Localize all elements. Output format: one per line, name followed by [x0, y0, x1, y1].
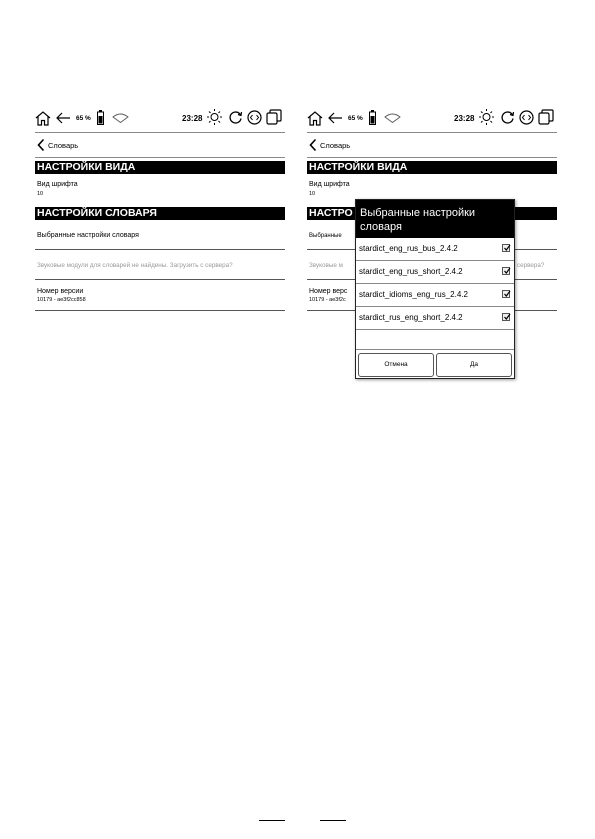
- dict-option[interactable]: [356, 261, 514, 284]
- battery-percent: 65 %: [348, 115, 363, 122]
- checkbox-checked-icon[interactable]: [502, 313, 510, 321]
- clock: 23:28: [182, 114, 203, 123]
- dict-option-label: stardict_rus_eng_short_2.4.2: [359, 313, 463, 322]
- font-setting-title[interactable]: Вид шрифта: [37, 181, 78, 188]
- status-bar: [307, 106, 557, 130]
- section-dict-header: НАСТРО: [307, 207, 557, 220]
- font-setting-title[interactable]: Вид шрифта: [309, 181, 350, 188]
- version-title: Номер версии: [37, 288, 84, 295]
- dict-select-dialog: [355, 199, 515, 379]
- dict-option[interactable]: [356, 284, 514, 307]
- dict-option[interactable]: [356, 307, 514, 330]
- version-value: 10179 - ae3f2cc858: [37, 297, 86, 303]
- sound-modules-hint[interactable]: Звуковые модули для словарей не найдены. Загрузить с сервера?: [37, 262, 233, 269]
- header-divider: [307, 157, 557, 158]
- header-divider: [35, 157, 285, 158]
- sync-icon[interactable]: [228, 110, 243, 125]
- status-divider: [35, 132, 285, 133]
- battery-percent: 65 %: [76, 115, 91, 122]
- chevron-left-icon[interactable]: [37, 138, 45, 152]
- tasks-icon[interactable]: [538, 109, 554, 125]
- row-divider: [35, 279, 285, 280]
- decor-line: [320, 820, 346, 821]
- sound-modules-hint[interactable]: Звуковые м: [309, 262, 343, 269]
- checkbox-checked-icon[interactable]: [502, 290, 510, 298]
- cancel-button[interactable]: Отмена: [358, 353, 434, 377]
- dict-selected-setting[interactable]: Выбранные: [309, 233, 342, 239]
- back-arrow-icon[interactable]: [327, 112, 343, 124]
- wifi-icon[interactable]: [112, 113, 129, 123]
- right-screen: [307, 106, 557, 368]
- version-title: Номер верс: [309, 288, 348, 295]
- tasks-icon[interactable]: [266, 109, 282, 125]
- checkbox-checked-icon[interactable]: [502, 267, 510, 275]
- back-label[interactable]: Словарь: [320, 141, 351, 150]
- status-divider: [307, 132, 557, 133]
- clock: 23:28: [454, 114, 475, 123]
- screen-refresh-icon[interactable]: [519, 110, 534, 125]
- checkbox-checked-icon[interactable]: [502, 244, 510, 252]
- decor-line: [259, 820, 285, 821]
- dict-option-label: stardict_eng_rus_short_2.4.2: [359, 267, 463, 276]
- dict-option-label: stardict_eng_rus_bus_2.4.2: [359, 244, 458, 253]
- sound-modules-hint-end[interactable]: сервера?: [517, 262, 545, 269]
- battery-icon: [97, 110, 104, 125]
- back-label[interactable]: Словарь: [48, 141, 79, 150]
- home-icon[interactable]: [307, 111, 323, 126]
- ok-button[interactable]: Да: [436, 353, 512, 377]
- dialog-buttons: [356, 349, 514, 378]
- status-bar: [35, 106, 285, 130]
- version-value: 10179 - ae3f2c: [309, 297, 346, 303]
- left-screen: [35, 106, 285, 336]
- dict-selected-setting[interactable]: Выбранные настройки словаря: [37, 232, 139, 239]
- screen-refresh-icon[interactable]: [247, 110, 262, 125]
- dialog-title: Выбранные настройки словаря: [356, 200, 514, 238]
- home-icon[interactable]: [35, 111, 51, 126]
- section-view-header: НАСТРОЙКИ ВИДА: [307, 161, 557, 174]
- section-view-header: НАСТРОЙКИ ВИДА: [35, 161, 285, 174]
- dict-option-label: stardict_idioms_eng_rus_2.4.2: [359, 290, 468, 299]
- back-arrow-icon[interactable]: [55, 112, 71, 124]
- battery-icon: [369, 110, 376, 125]
- brightness-icon[interactable]: [478, 108, 495, 126]
- font-setting-value: 10: [37, 191, 44, 197]
- sync-icon[interactable]: [500, 110, 515, 125]
- chevron-left-icon[interactable]: [309, 138, 317, 152]
- font-setting-value: 10: [309, 191, 316, 197]
- wifi-icon[interactable]: [384, 113, 401, 123]
- row-divider: [35, 310, 285, 311]
- dict-option[interactable]: [356, 238, 514, 261]
- section-dict-header: НАСТРОЙКИ СЛОВАРЯ: [35, 207, 285, 220]
- brightness-icon[interactable]: [206, 108, 223, 126]
- row-divider: [35, 249, 285, 250]
